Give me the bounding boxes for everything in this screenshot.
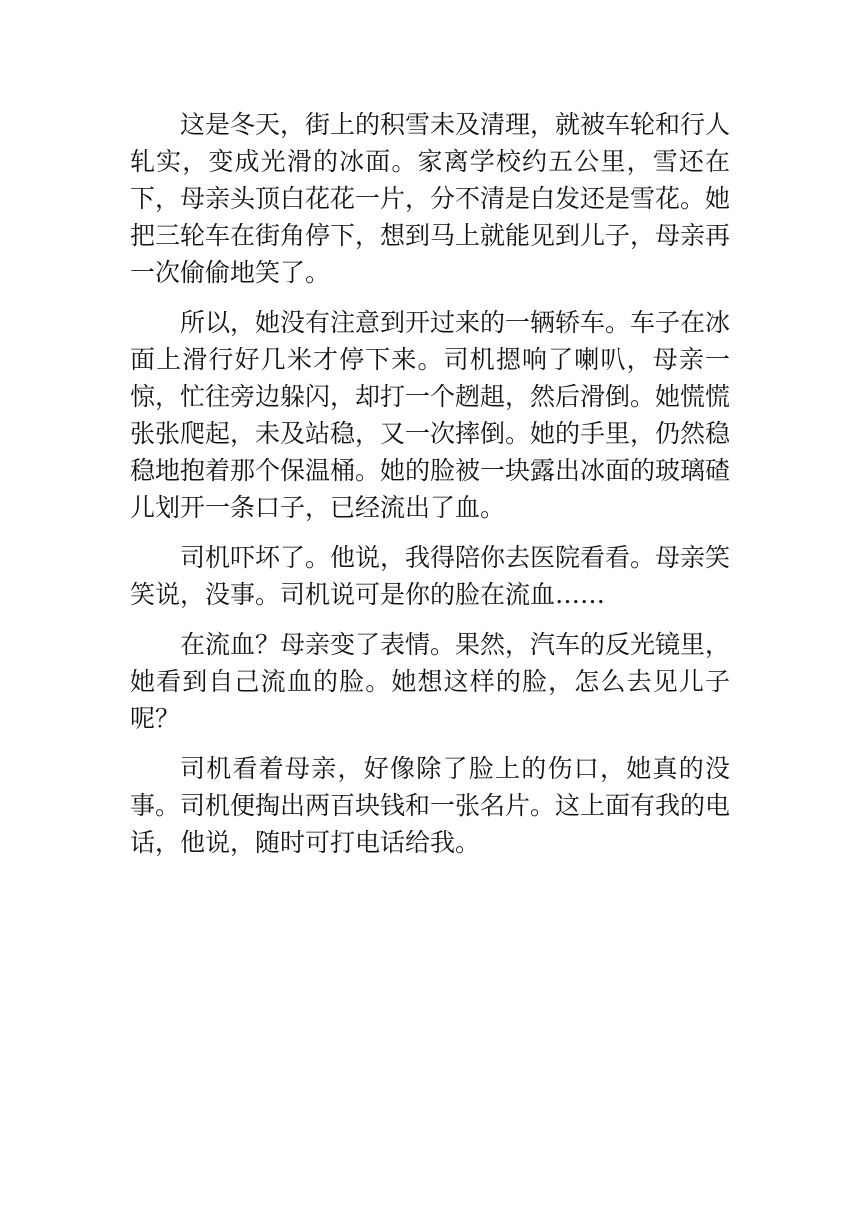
paragraph-2: 所以，她没有注意到开过来的一辆轿车。车子在冰面上滑行好几米才停下来。司机摁响了喇叭，母亲一惊，忙往旁边躲闪，却打一个趔趄，然后滑倒。她慌慌张张爬起，未及站稳，又一次摔倒。她的手里，仍然稳稳地抱着那个保温桶。她的脸被一块露出冰面的玻璃碴儿划开一条口子，已经流出了血。 (130, 308, 731, 522)
paragraph-3: 司机吓坏了。他说，我得陪你去医院看看。母亲笑笑说，没事。司机说可是你的脸在流血…… (130, 543, 731, 609)
paragraph-1: 这是冬天，街上的积雪未及清理，就被车轮和行人轧实，变成光滑的冰面。家离学校约五公里，雪还在下，母亲头顶白花花一片，分不清是白发还是雪花。她把三轮车在街角停下，想到马上就能见到儿子，母亲再一次偷偷地笑了。 (130, 110, 731, 287)
paragraph-5: 司机看着母亲，好像除了脸上的伤口，她真的没事。司机便掏出两百块钱和一张名片。这上面有我的电话，他说，随时可打电话给我。 (130, 754, 731, 857)
paragraph-4: 在流血？母亲变了表情。果然，汽车的反光镜里，她看到自己流血的脸。她想这样的脸，怎么去见儿子呢？ (130, 630, 731, 733)
document-page (130, 106, 730, 874)
